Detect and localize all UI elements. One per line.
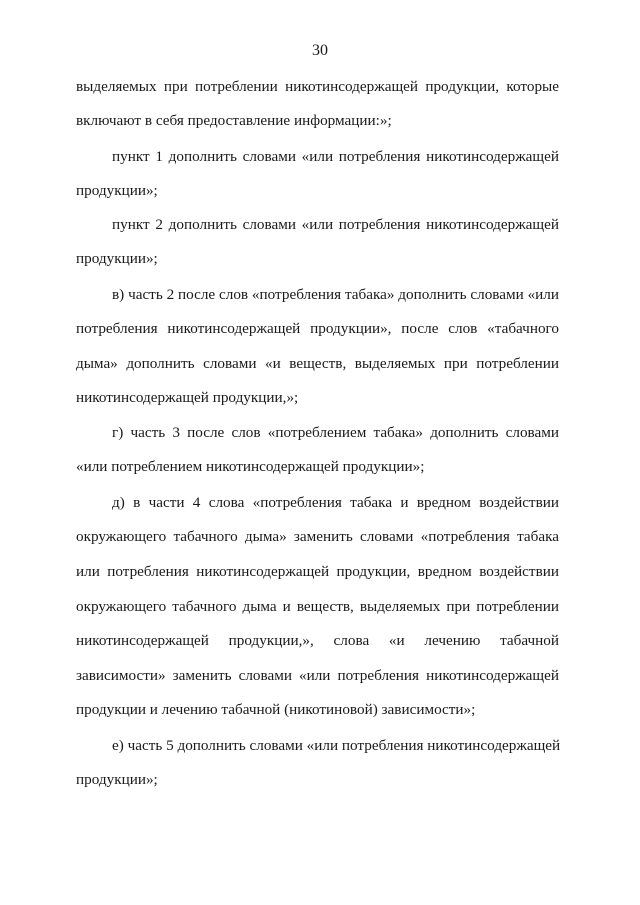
text-line: никотинсодержащей продукции,», слова «и лечению табачной [76,632,559,649]
text-line: продукции»; [76,250,158,267]
text-line: д) в части 4 слова «потребления табака и вредном воздействии [112,494,559,511]
text-line: продукции»; [76,182,158,199]
text-line: пункт 2 дополнить словами «или потребления никотинсодержащей [112,216,559,233]
text-line: никотинсодержащей продукции,»; [76,389,299,406]
text-line: или потребления никотинсодержащей продукции, вредном воздействии [76,563,559,580]
text-line: зависимости» заменить словами «или потребления никотинсодержащей [76,667,559,684]
text-line: пункт 1 дополнить словами «или потребления никотинсодержащей [112,148,559,165]
text-line: «или потреблением никотинсодержащей продукции»; [76,458,425,475]
text-line: в) часть 2 после слов «потребления табака» дополнить словами «или [112,286,559,303]
text-line: включают в себя предоставление информации:»; [76,112,392,129]
text-line: е) часть 5 дополнить словами «или потребления никотинсодержащей [112,737,561,754]
text-line: дыма» дополнить словами «и веществ, выделяемых при потреблении [76,355,559,372]
text-line: потребления никотинсодержащей продукции», после слов «табачного [76,320,559,337]
text-line: продукции и лечению табачной (никотиновой) зависимости»; [76,701,476,718]
text-line: выделяемых при потреблении никотинсодержащей продукции, которые [76,78,559,95]
text-line: г) часть 3 после слов «потреблением табака» дополнить словами [112,424,559,441]
text-line: продукции»; [76,771,158,788]
page-number: 30 [312,42,328,59]
text-line: окружающего табачного дыма и веществ, выделяемых при потреблении [76,598,559,615]
text-line: окружающего табачного дыма» заменить словами «потребления табака [76,528,559,545]
